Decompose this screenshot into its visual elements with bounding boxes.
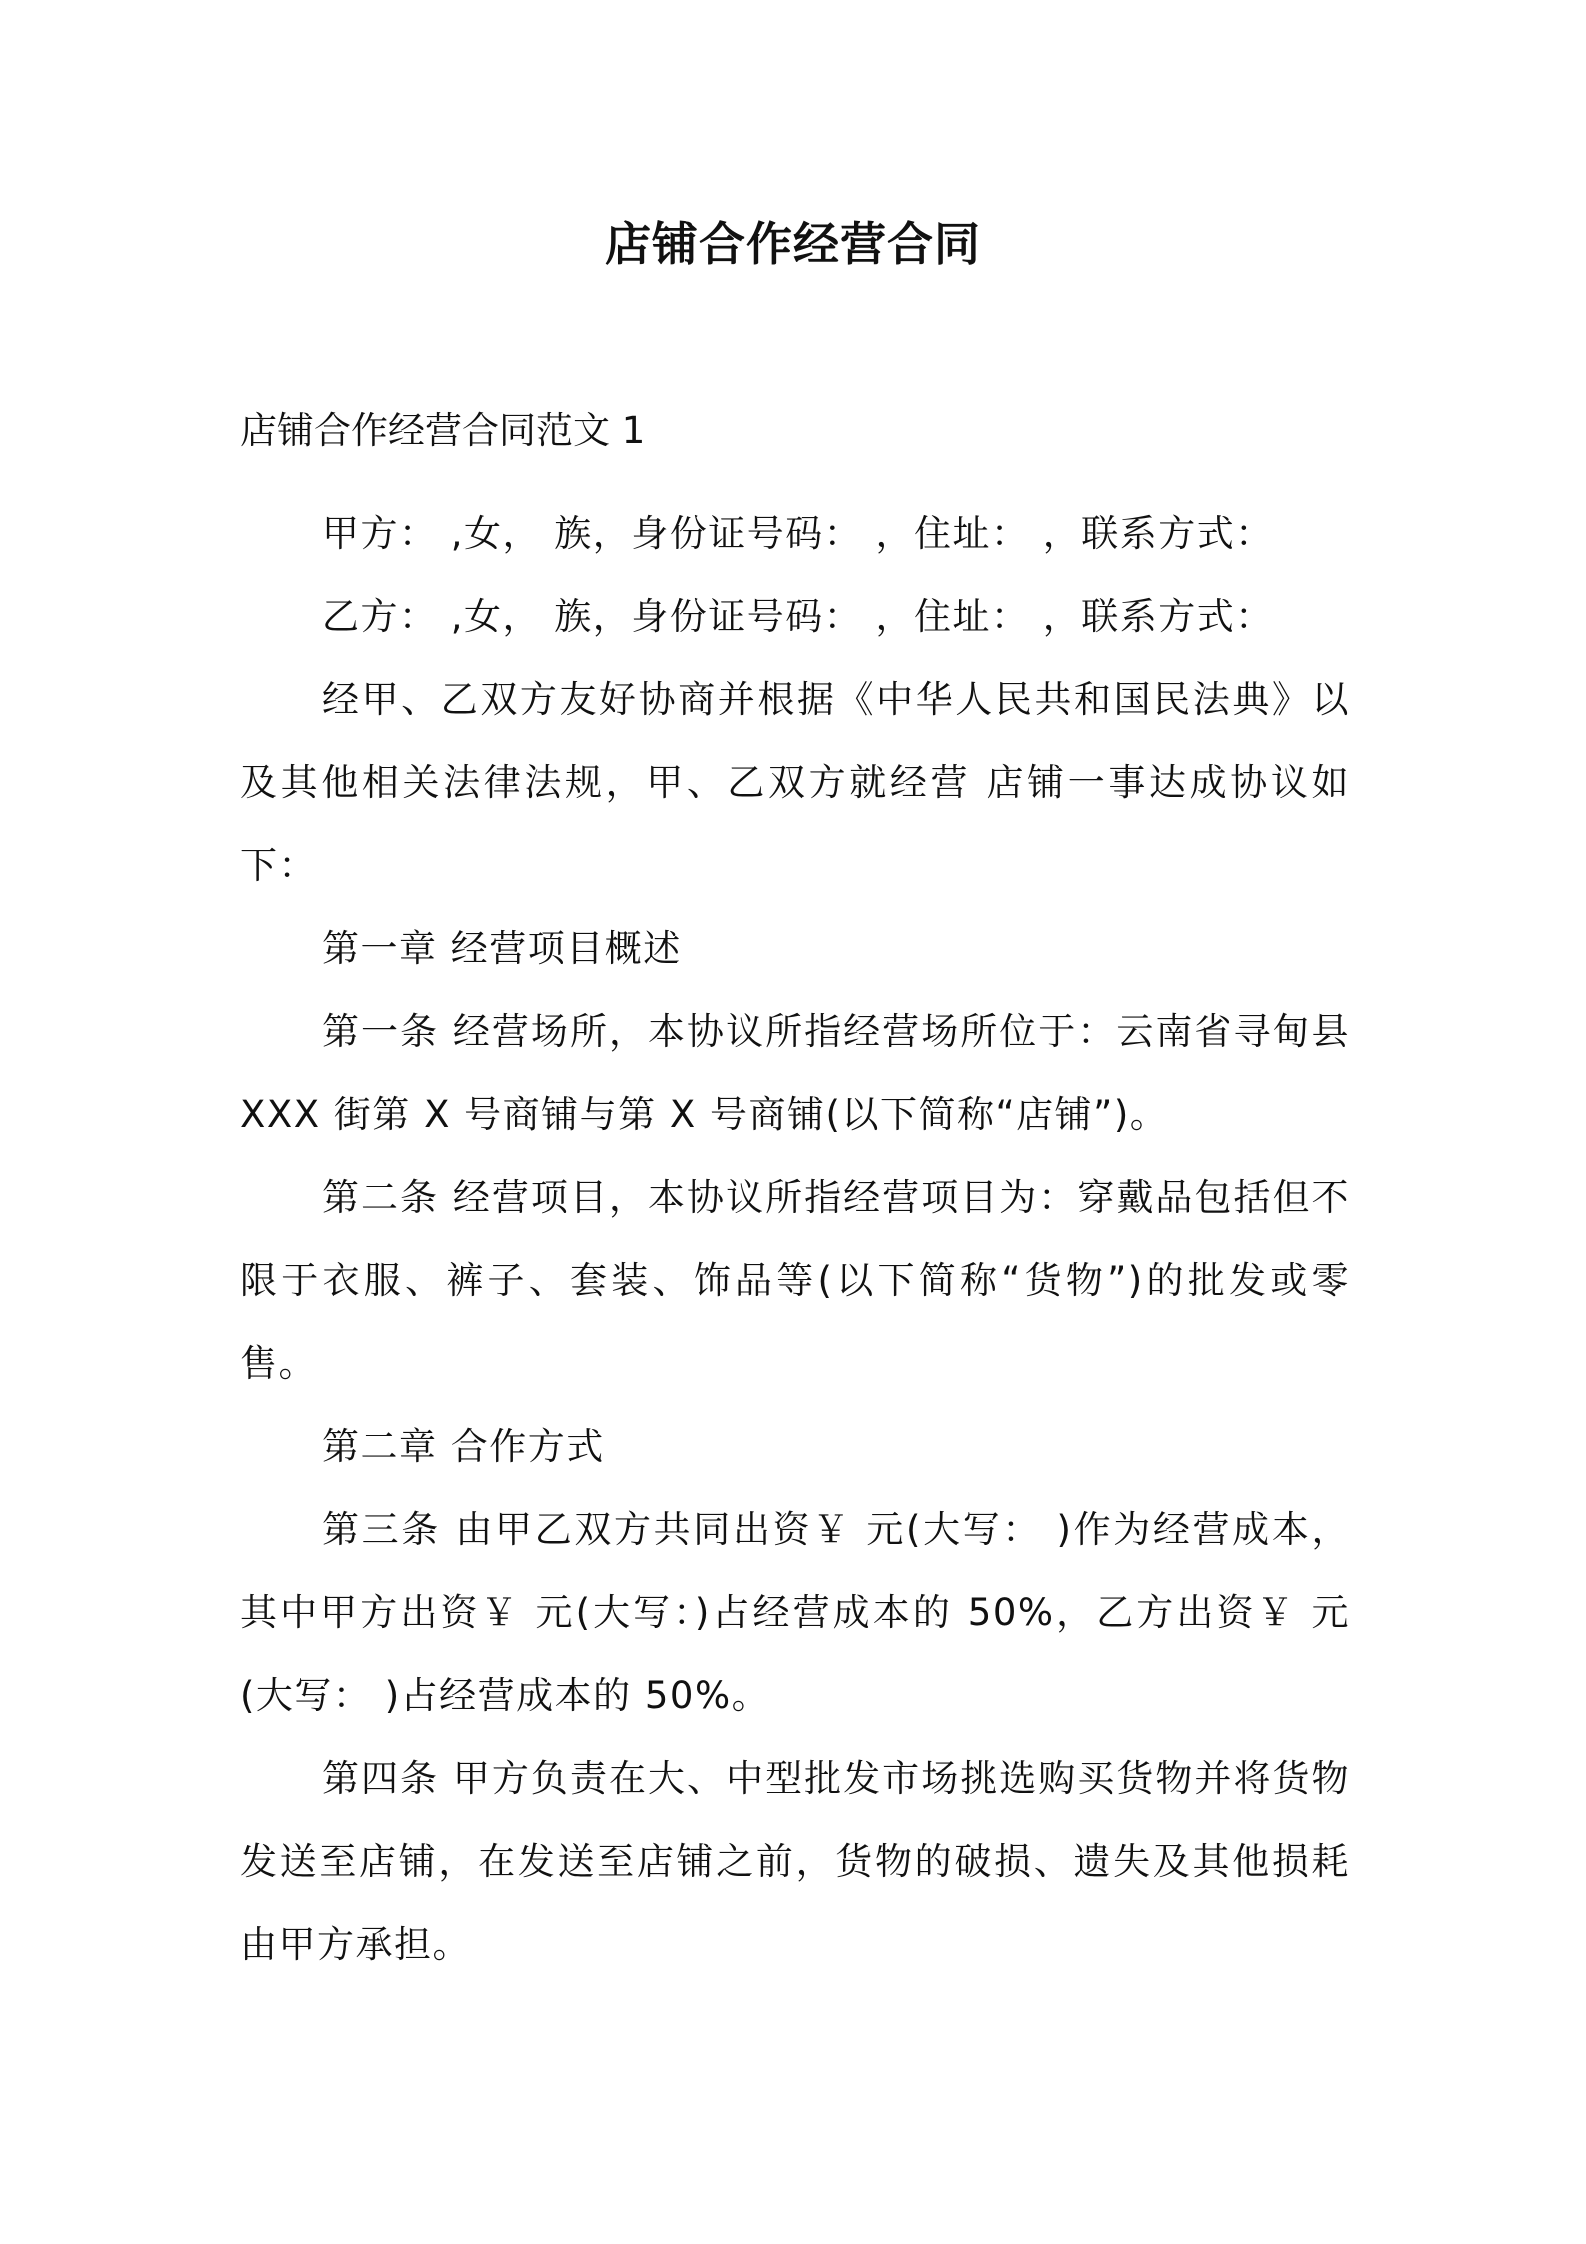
article-2-paragraph: 第二条 经营项目，本协议所指经营项目为：穿戴品包括但不限于衣服、裤子、套装、饰品等(以下简称“货物”)的批发或零售。 [240, 1176, 1350, 1385]
party-b-line: 乙方： ,女， 族，身份证号码： ，住址： ，联系方式： [322, 595, 1274, 638]
chapter-1-heading: 第一章 经营项目概述 [322, 927, 682, 970]
contract-body [240, 492, 1350, 1986]
document-title: 店铺合作经营合同 [605, 217, 981, 271]
article-1-paragraph: 第一条 经营场所，本协议所指经营场所位于：云南省寻甸县 XXX 街第 X 号商铺与第 X 号商铺(以下简称“店铺”)。 [240, 1010, 1350, 1136]
document-subtitle: 店铺合作经营合同范文 1 [240, 409, 646, 452]
preamble-paragraph: 经甲、乙双方友好协商并根据《中华人民共和国民法典》以及其他相关法律法规，甲、乙双方就经营 店铺一事达成协议如下： [240, 678, 1350, 887]
article-4-paragraph: 第四条 甲方负责在大、中型批发市场挑选购买货物并将货物发送至店铺，在发送至店铺之前，货物的破损、遗失及其他损耗由甲方承担。 [240, 1757, 1350, 1966]
party-a-line: 甲方： ,女， 族，身份证号码： ，住址： ，联系方式： [322, 512, 1274, 555]
chapter-2-heading: 第二章 合作方式 [322, 1425, 605, 1468]
article-3-paragraph: 第三条 由甲乙双方共同出资￥ 元(大写： )作为经营成本，其中甲方出资￥ 元(大写：)占经营成本的 50%，乙方出资￥ 元(大写： )占经营成本的 50%。 [240, 1508, 1350, 1717]
